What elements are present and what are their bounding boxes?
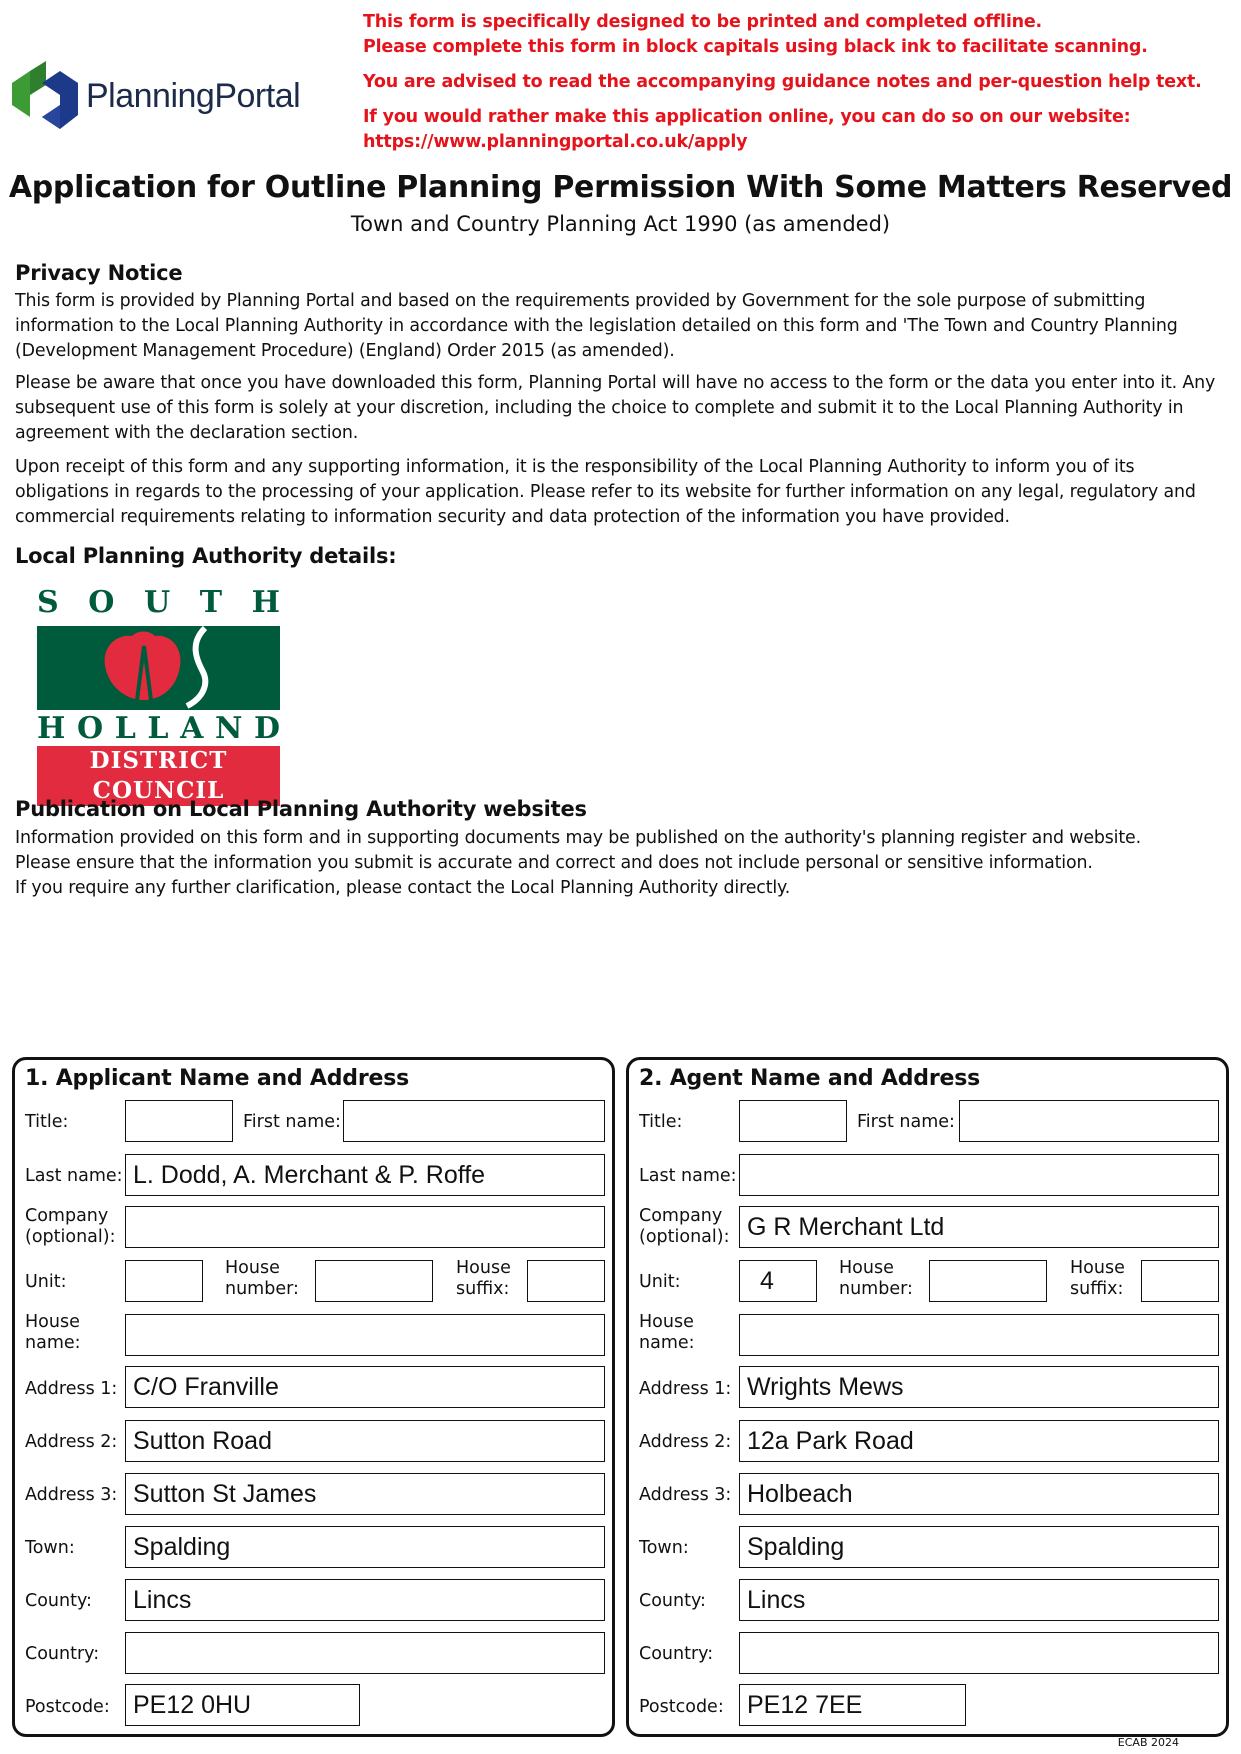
block-capitals-notice: Please complete this form in block capitals using black ink to facilitate scanning.	[363, 37, 1148, 57]
form-code: ECAB 2024	[1117, 1736, 1179, 1749]
tulip-icon	[37, 626, 280, 710]
lpa-heading: Local Planning Authority details:	[15, 544, 397, 568]
county-label: County:	[25, 1591, 92, 1611]
house-name-label: House name:	[25, 1312, 81, 1353]
agent-section-title: 2. Agent Name and Address	[639, 1066, 981, 1091]
agent-last-name-field[interactable]	[739, 1154, 1219, 1196]
agent-town-field[interactable]: Spalding	[739, 1526, 1219, 1568]
agent-title-field[interactable]	[739, 1100, 847, 1142]
agent-unit-field[interactable]: 4	[739, 1260, 817, 1302]
house-name-label: House name:	[639, 1312, 695, 1353]
title-label: Title:	[639, 1112, 683, 1132]
guidance-notice: You are advised to read the accompanying guidance notes and per-question help text.	[363, 72, 1202, 92]
last-name-label: Last name:	[25, 1166, 123, 1186]
agent-address2-field[interactable]: 12a Park Road	[739, 1420, 1219, 1462]
house-number-label: House number:	[839, 1258, 913, 1299]
applicant-county-field[interactable]: Lincs	[125, 1579, 605, 1621]
town-label: Town:	[25, 1538, 75, 1558]
address1-label: Address 1:	[25, 1379, 118, 1399]
town-label: Town:	[639, 1538, 689, 1558]
postcode-label: Postcode:	[639, 1697, 724, 1717]
page-title: Application for Outline Planning Permission With Some Matters Reserved	[8, 170, 1233, 205]
applicant-address1-field[interactable]: C/O Franville	[125, 1366, 605, 1408]
applicant-address3-field[interactable]: Sutton St James	[125, 1473, 605, 1515]
house-suffix-label: House suffix:	[456, 1258, 511, 1299]
applicant-title-field[interactable]	[125, 1100, 233, 1142]
logo-top-letters: S O U T H	[37, 585, 280, 620]
applicant-house-name-field[interactable]	[125, 1314, 605, 1356]
unit-label: Unit:	[25, 1272, 67, 1292]
privacy-paragraph-2: Please be aware that once you have downloaded this form, Planning Portal will have no access to the form or the data you enter into it. Any subsequent use of this form is solely at your discretion, including the choice to complete and submit it to the Local Planning Authority in agreement with the declaration section.	[15, 373, 1216, 443]
house-suffix-label: House suffix:	[1070, 1258, 1125, 1299]
company-label: Company (optional):	[639, 1206, 730, 1247]
company-label: Company (optional):	[25, 1206, 116, 1247]
applicant-country-field[interactable]	[125, 1632, 605, 1674]
planning-portal-logo-icon	[10, 57, 80, 135]
agent-house-suffix-field[interactable]	[1141, 1260, 1219, 1302]
address2-label: Address 2:	[639, 1432, 732, 1452]
address1-label: Address 1:	[639, 1379, 732, 1399]
apply-url-link[interactable]: https://www.planningportal.co.uk/apply	[363, 132, 748, 152]
country-label: Country:	[25, 1644, 100, 1664]
agent-house-name-field[interactable]	[739, 1314, 1219, 1356]
page-subtitle: Town and Country Planning Act 1990 (as amended)	[350, 212, 891, 236]
agent-address3-field[interactable]: Holbeach	[739, 1473, 1219, 1515]
applicant-unit-field[interactable]	[125, 1260, 203, 1302]
logo-strap: DISTRICT COUNCIL	[37, 746, 280, 806]
agent-county-field[interactable]: Lincs	[739, 1579, 1219, 1621]
address3-label: Address 3:	[639, 1485, 732, 1505]
last-name-label: Last name:	[639, 1166, 737, 1186]
applicant-town-field[interactable]: Spalding	[125, 1526, 605, 1568]
agent-country-field[interactable]	[739, 1632, 1219, 1674]
house-number-label: House number:	[225, 1258, 299, 1299]
agent-address1-field[interactable]: Wrights Mews	[739, 1366, 1219, 1408]
applicant-house-number-field[interactable]	[315, 1260, 433, 1302]
agent-panel	[626, 1057, 1229, 1737]
publication-line-3: If you require any further clarification, please contact the Local Planning Authority directly.	[15, 878, 791, 898]
planning-portal-logo	[10, 40, 310, 152]
applicant-first-name-field[interactable]	[343, 1100, 605, 1142]
unit-label: Unit:	[639, 1272, 681, 1292]
first-name-label: First name:	[857, 1112, 955, 1132]
applicant-house-suffix-field[interactable]	[527, 1260, 605, 1302]
title-label: Title:	[25, 1112, 69, 1132]
online-notice: If you would rather make this application online, you can do so on our website:	[363, 107, 1131, 127]
address2-label: Address 2:	[25, 1432, 118, 1452]
logo-bottom-letters: H O L L A N D	[37, 711, 280, 746]
applicant-last-name-field[interactable]: L. Dodd, A. Merchant & P. Roffe	[125, 1154, 605, 1196]
publication-heading: Publication on Local Planning Authority websites	[15, 797, 587, 821]
applicant-company-field[interactable]	[125, 1206, 605, 1248]
offline-notice: This form is specifically designed to be printed and completed offline.	[363, 12, 1042, 32]
applicant-address2-field[interactable]: Sutton Road	[125, 1420, 605, 1462]
privacy-paragraph-1: This form is provided by Planning Portal and based on the requirements provided by Government for the sole purpose of submitting information to the Local Planning Authority in accordance with the legislation detailed on this form and 'The Town and Country Planning (Development Management Procedure) (England) Order 2015 (as amended).	[15, 291, 1178, 361]
applicant-section-title: 1. Applicant Name and Address	[25, 1066, 410, 1091]
publication-line-1: Information provided on this form and in supporting documents may be published on the authority's planning register and website.	[15, 828, 1141, 848]
applicant-panel	[12, 1057, 615, 1737]
agent-first-name-field[interactable]	[959, 1100, 1219, 1142]
logo-wordmark: PlanningPortal	[86, 76, 301, 115]
address3-label: Address 3:	[25, 1485, 118, 1505]
country-label: Country:	[639, 1644, 714, 1664]
applicant-postcode-field[interactable]: PE12 0HU	[125, 1684, 360, 1726]
publication-line-2: Please ensure that the information you submit is accurate and correct and does not include personal or sensitive information.	[15, 853, 1093, 873]
privacy-heading: Privacy Notice	[15, 261, 183, 285]
privacy-paragraph-3: Upon receipt of this form and any supporting information, it is the responsibility of the Local Planning Authority to inform you of its obligations in regards to the processing of your application. Please refer to its website for further information on any legal, regulatory and commercial requirements relating to information security and data protection of the information you have provided.	[15, 457, 1196, 527]
agent-postcode-field[interactable]: PE12 7EE	[739, 1684, 966, 1726]
county-label: County:	[639, 1591, 706, 1611]
tulip-band	[37, 626, 280, 710]
first-name-label: First name:	[243, 1112, 341, 1132]
south-holland-logo	[37, 585, 280, 804]
postcode-label: Postcode:	[25, 1697, 110, 1717]
agent-company-field[interactable]: G R Merchant Ltd	[739, 1206, 1219, 1248]
agent-house-number-field[interactable]	[929, 1260, 1047, 1302]
